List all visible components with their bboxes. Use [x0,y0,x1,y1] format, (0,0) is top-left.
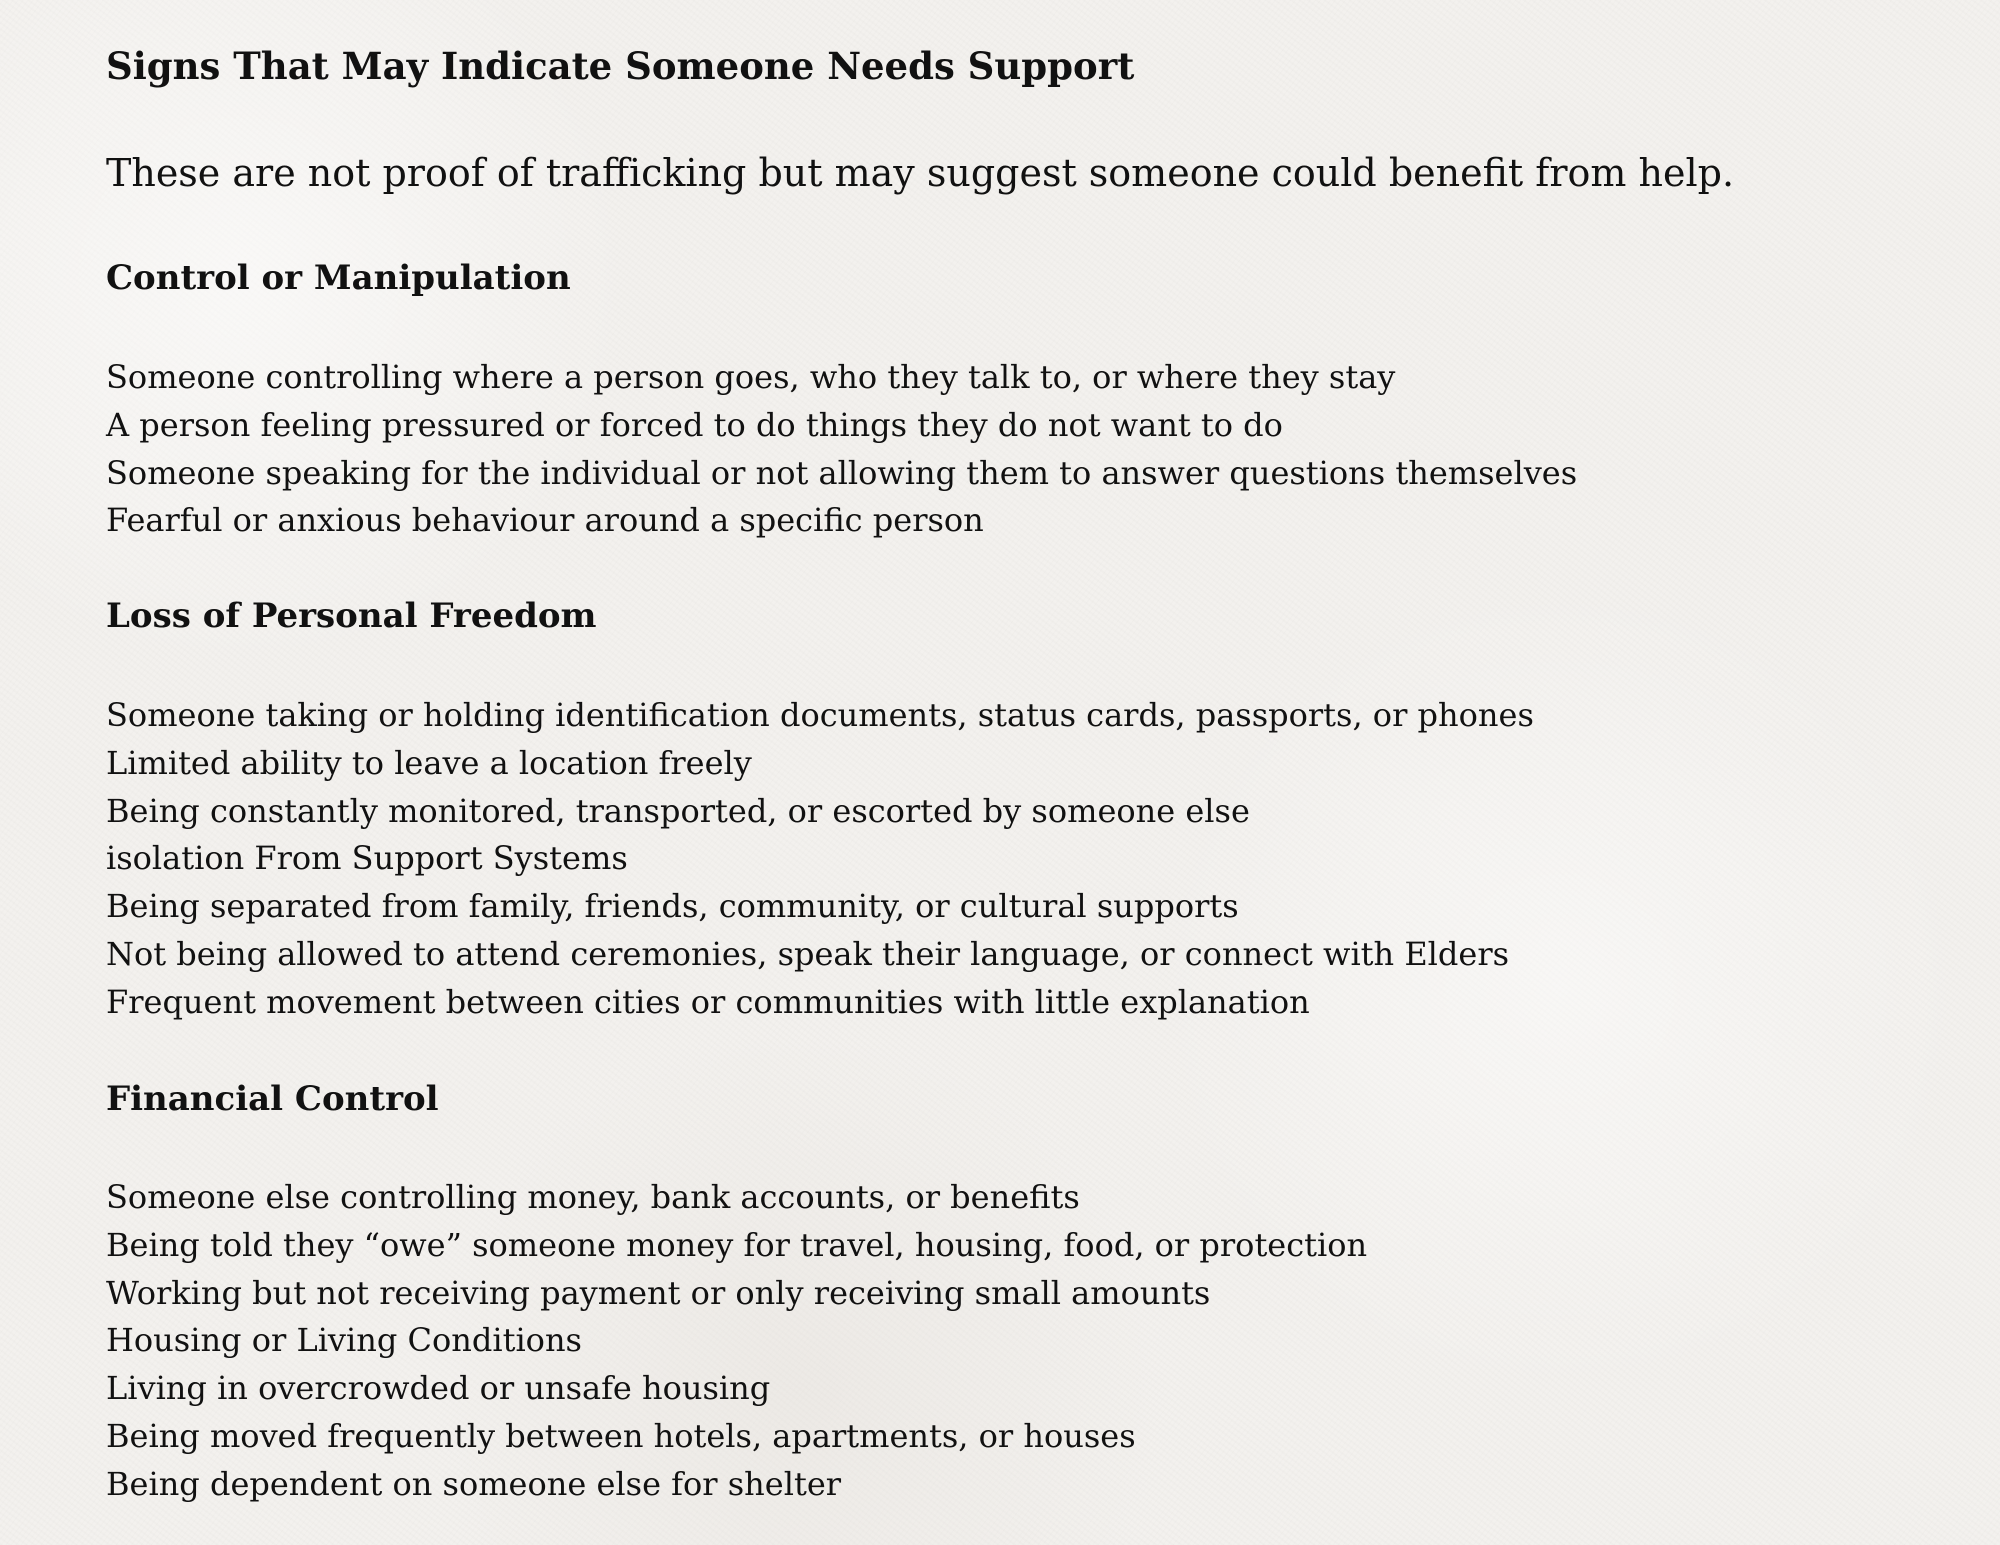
section-heading-loss-of-personal-freedom: Loss of Personal Freedom [106,596,597,636]
section-heading-control-or-manipulation: Control or Manipulation [106,258,571,298]
list-item: Limited ability to leave a location freely [106,743,752,782]
intro-text: These are not proof of trafficking but may suggest someone could benefit from help. [106,151,1735,195]
list-item: Fearful or anxious behaviour around a specific person [106,501,984,540]
section-heading-financial-control: Financial Control [106,1079,439,1119]
list-item: isolation From Support Systems [106,839,628,878]
section-list-financial-control [106,1174,1367,1509]
list-item: Living in overcrowded or unsafe housing [106,1369,771,1408]
list-item: Working but not receiving payment or only receiving small amounts [106,1273,1211,1312]
section-list-control-or-manipulation [106,354,1577,545]
list-item: Being moved frequently between hotels, apartments, or houses [106,1416,1136,1455]
list-item: Being separated from family, friends, community, or cultural supports [106,887,1239,926]
list-item: Someone else controlling money, bank accounts, or benefits [106,1178,1080,1216]
section-list-loss-of-personal-freedom [106,692,1534,1027]
list-item: Housing or Living Conditions [106,1321,582,1360]
list-item: Someone speaking for the individual or not allowing them to answer questions themselves [106,453,1578,492]
list-item: Someone taking or holding identification documents, status cards, passports, or phones [106,696,1534,734]
list-item: Being told they “owe” someone money for travel, housing, food, or protection [106,1225,1368,1264]
list-item: Someone controlling where a person goes, who they talk to, or where they stay [106,358,1396,396]
list-item: A person feeling pressured or forced to do things they do not want to do [106,405,1283,444]
page-title: Signs That May Indicate Someone Needs Support [106,44,1135,88]
list-item: Being constantly monitored, transported, or escorted by someone else [106,791,1250,830]
list-item: Not being allowed to attend ceremonies, speak their language, or connect with Elders [106,934,1510,973]
list-item: Being dependent on someone else for shelter [106,1464,842,1503]
list-item: Frequent movement between cities or communities with little explanation [106,982,1310,1021]
